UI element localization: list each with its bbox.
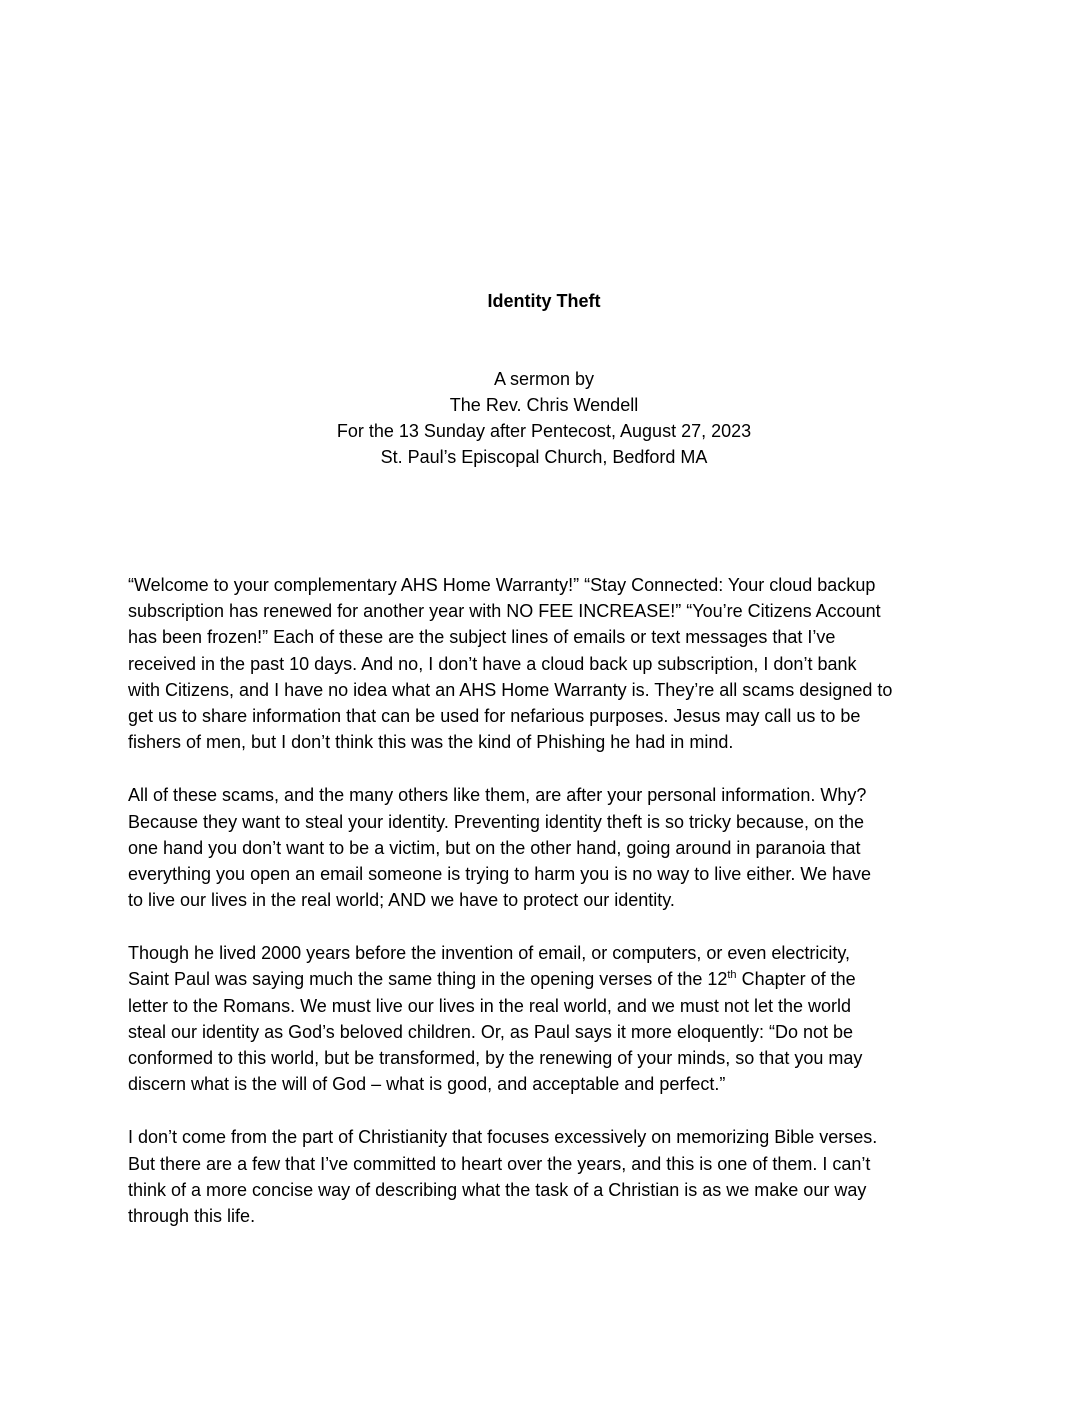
text-line: one hand you don’t want to be a victim, but on the other hand, going around in paranoia that: [128, 837, 861, 858]
author-line: The Rev. Chris Wendell: [449, 395, 639, 415]
occasion-line: For the 13 Sunday after Pentecost, August 27, 2023: [336, 421, 752, 441]
text-line: subscription has renewed for another year with NO FEE INCREASE!” “You’re Citizens Account: [128, 601, 881, 622]
byline: [0, 366, 1088, 470]
text-line: I don’t come from the part of Christianity that focuses excessively on memorizing Bible verses.: [128, 1127, 878, 1148]
text-line: Though he lived 2000 years before the invention of email, or computers, or even electricity,: [128, 943, 851, 964]
text-line: “Welcome to your complementary AHS Home Warranty!” “Stay Connected: Your cloud backup: [128, 575, 876, 595]
text-line: think of a more concise way of describing what the task of a Christian is as we make our way: [128, 1179, 867, 1200]
paragraph-4: [128, 1124, 958, 1229]
text-line: But there are a few that I’ve committed to heart over the years, and this is one of them. I can’t: [128, 1153, 871, 1174]
byline-line: A sermon by: [493, 369, 595, 389]
paragraph-3: [128, 940, 958, 1097]
text-line: to live our lives in the real world; AND we have to protect our identity.: [128, 890, 675, 911]
text-line: All of these scams, and the many others like them, are after your personal information. Why?: [128, 785, 867, 806]
text-line: get us to share information that can be used for nefarious purposes. Jesus may call us to be: [128, 705, 861, 726]
text-line: with Citizens, and I have no idea what an AHS Home Warranty is. They’re all scams designed to: [128, 679, 893, 700]
text-line: letter to the Romans. We must live our lives in the real world, and we must not let the world: [128, 995, 851, 1016]
text-line: steal our identity as God’s beloved children. Or, as Paul says it more eloquently: “Do not be: [128, 1021, 854, 1042]
text-line: has been frozen!” Each of these are the subject lines of emails or text messages that I’ve: [128, 627, 836, 648]
ordinal-superscript: th: [727, 969, 737, 982]
text-segment: Saint Paul was saying much the same thing in the opening verses of the 12: [128, 969, 728, 990]
text-line: Because they want to steal your identity. Preventing identity theft is so tricky because, on the: [128, 811, 865, 832]
text-segment: Chapter of the: [736, 969, 856, 990]
text-line: received in the past 10 days. And no, I don’t have a cloud back up subscription, I don’t bank: [128, 653, 857, 674]
text-line: fishers of men, but I don’t think this was the kind of Phishing he had in mind.: [128, 732, 734, 753]
text-line: through this life.: [128, 1205, 256, 1226]
paragraph-1: [128, 572, 958, 755]
paragraph-2: [128, 782, 958, 913]
church-line: St. Paul’s Episcopal Church, Bedford MA: [380, 447, 708, 467]
sermon-body: [128, 572, 958, 1256]
text-line: conformed to this world, but be transformed, by the renewing of your minds, so that you may: [128, 1048, 863, 1068]
text-line: everything you open an email someone is trying to harm you is no way to live either. We have: [128, 863, 872, 884]
sermon-title: Identity Theft: [487, 291, 601, 311]
text-line: [128, 966, 958, 992]
text-line: discern what is the will of God – what is good, and acceptable and perfect.”: [128, 1074, 726, 1095]
